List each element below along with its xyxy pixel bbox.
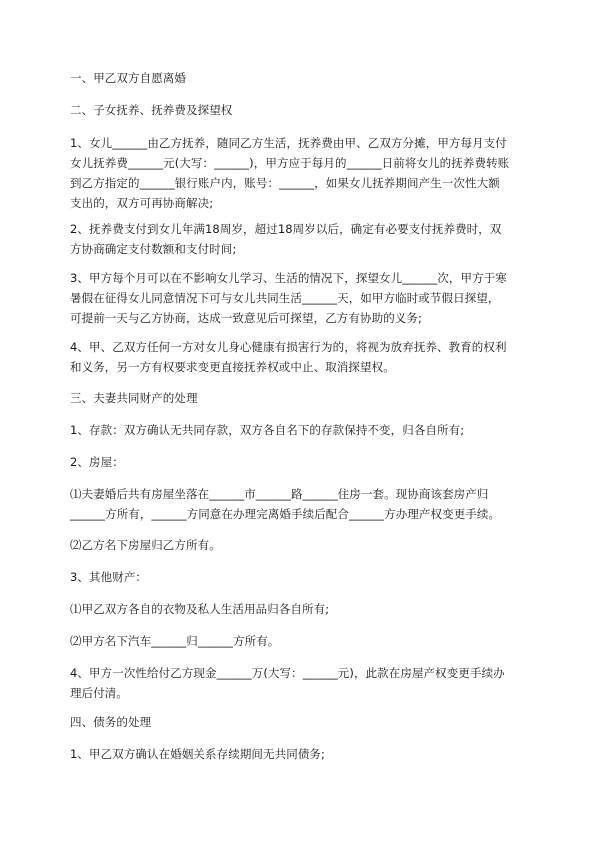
paragraph-no-debt (70, 744, 532, 764)
text-line: 2、抚养费支付到女儿年满18周岁，超过18周岁以后，确定有必要支付抚养费时，双 (70, 222, 502, 236)
text-line: 1、存款：双方确认无共同存款，双方各自名下的存款保持不变，归各自所有; (70, 423, 465, 437)
paragraph-child-support (70, 133, 532, 213)
paragraph-b-house (70, 535, 532, 555)
text-line: 1、甲乙双方确认在婚姻关系存续期间无共同债务; (70, 747, 325, 761)
paragraph-custody-change (70, 337, 532, 377)
text-line: ⑵乙方名下房屋归乙方所有。 (70, 538, 221, 552)
text-line: 支出的，双方可再协商解决; (70, 196, 214, 210)
text-line: 可提前一天与乙方协商，达成一致意见后可探望，乙方有协助的义务; (70, 311, 422, 325)
paragraph-cash-payment (70, 663, 532, 703)
paragraph-visitation (70, 268, 532, 328)
text-line: ⑵甲方名下汽车______归______方所有。 (70, 634, 280, 648)
text-line: ______方所有，______方同意在办理完离婚手续后配合______方办理产权变更手续。 (70, 507, 501, 521)
text-line: 3、其他财产： (70, 570, 148, 584)
paragraph-shared-house (70, 484, 532, 524)
text-line: 暑假在征得女儿同意情况下可与女儿共同生活______天，如甲方临时或节假日探望， (70, 291, 500, 305)
text-line: 一、甲乙双方自愿离婚 (70, 71, 186, 85)
text-line: 二、子女抚养、抚养费及探望权 (70, 103, 233, 117)
text-line: 女儿抚养费______元(大写：______)，甲方应于每月的______日前将女儿的抚养费转账 (70, 156, 510, 170)
paragraph-house (70, 452, 532, 472)
text-line: 方协商确定支付数额和支付时间; (70, 242, 237, 256)
text-line: 三、夫妻共同财产的处理 (70, 391, 198, 405)
section-heading-4 (70, 712, 532, 732)
paragraph-deposits (70, 420, 532, 440)
text-line: 4、甲方一次性给付乙方现金______万(大写：______元)，此款在房屋产权变更手续办 (70, 666, 505, 680)
text-line: ⑴甲乙双方各自的衣物及私人生活用品归各自所有; (70, 602, 330, 616)
section-heading-2 (70, 100, 532, 120)
text-line: 到乙方指定的______银行账户内，账号：______，如果女儿抚养期间产生一次性大额 (70, 176, 500, 190)
text-line: 1、女儿______由乙方抚养，随同乙方生活，抚养费由甲、乙双方分摊，甲方每月支付 (70, 136, 507, 150)
text-line: 理后付清。 (70, 686, 128, 700)
paragraph-personal-items (70, 599, 532, 619)
text-line: ⑴夫妻婚后共有房屋坐落在______市______路______住房一套。现协商该套房产归 (70, 487, 489, 501)
paragraph-car (70, 631, 532, 651)
text-line: 和义务，另一方有权要求变更直接抚养权或中止、取消探望权。 (70, 360, 395, 374)
text-line: 3、甲方每个月可以在不影响女儿学习、生活的情况下，探望女儿______次，甲方于寒 (70, 271, 507, 285)
text-line: 4、甲、乙双方任何一方对女儿身心健康有损害行为的，将视为放弃抚养、教育的权利 (70, 340, 507, 354)
section-heading-3 (70, 388, 532, 408)
text-line: 2、房屋： (70, 455, 124, 469)
paragraph-support-duration (70, 219, 532, 259)
text-line: 四、债务的处理 (70, 715, 152, 729)
section-heading-1 (70, 68, 532, 88)
paragraph-other-property (70, 567, 532, 587)
